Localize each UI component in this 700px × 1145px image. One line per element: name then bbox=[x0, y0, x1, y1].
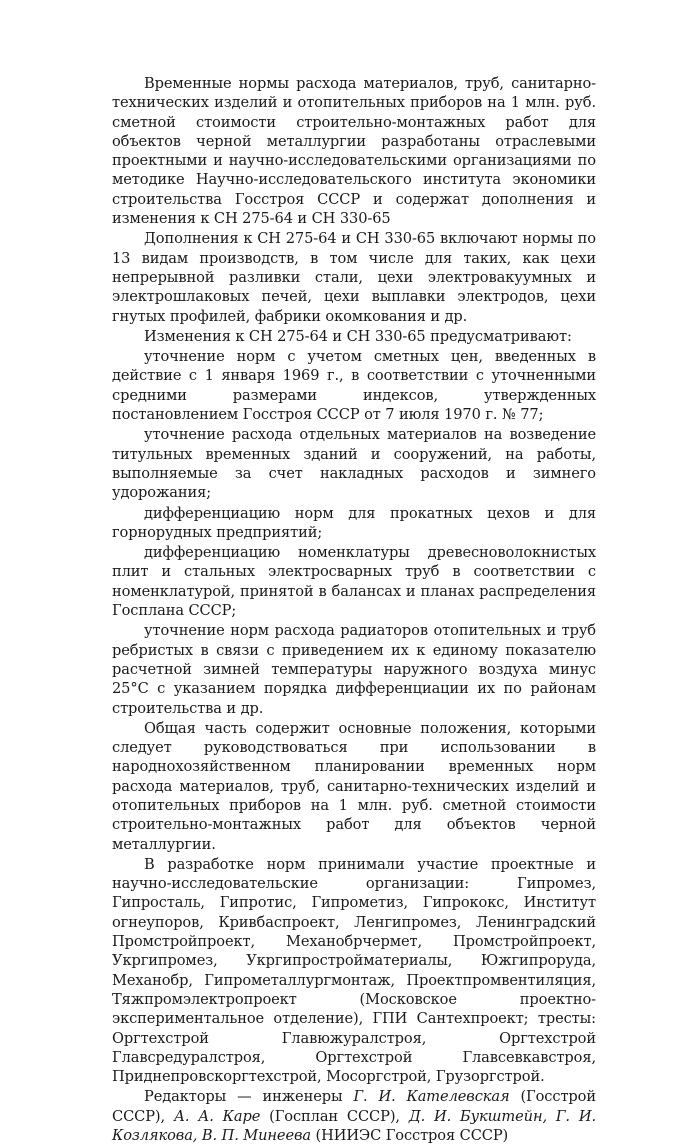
paragraph-intro: Временные нормы расхода материалов, труб, санитарно-технических изделий и отопительных приборов на 1 млн. руб. сметной стоимости строительно-монтажных работ для объектов черной металлургии разработаны отраслевыми проектными и научно-исследовательскими организациями по методике Научно-исследовательского института экономики строительства Госстроя СССР и содержат дополнения и изменения к СН 275-64 и СН 330-65 bbox=[112, 75, 596, 228]
editor-org: (НИИЭС Госстроя СССР) bbox=[315, 1127, 509, 1145]
paragraph-change-nomenclature: дифференциацию номенклатуры древесноволокнистых плит и стальных электросварных труб в соответствии с номенклатурой, принятой в балансах и планах распределения Госплана СССР; bbox=[112, 544, 596, 620]
editor-org: (Госплан СССР), bbox=[269, 1107, 400, 1125]
editor-name: Г. И. Кателевская bbox=[353, 1088, 510, 1106]
paragraph-additions: Дополнения к СН 275-64 и СН 330-65 включают нормы по 13 видам производств, в том числе для таких, как цехи непрерывной разливки стали, цехи электровакуумных и электрошлаковых печей, цехи выплавки электродов, цехи гнутых профилей, фабрики окомкования и др. bbox=[112, 230, 596, 325]
editors-credit bbox=[112, 1087, 596, 1145]
paragraph-general-part: Общая часть содержит основные положения, которыми следует руководствоваться при использовании в народнохозяйственном планировании временных норм расхода материалов, труб, санитарно-технических изделий и отопительных приборов на 1 млн. руб. сметной стоимости строительно-монтажных работ для объектов черной металлургии. bbox=[112, 719, 596, 853]
paragraph-developers: В разработке норм принимали участие проектные и научно-исследовательские организации: Гипромез, Гипросталь, Гипротис, Гипрометиз, Гипрококс, Институт огнеупоров, Кривбаспроект, Ленгипромез, Ленинградский Промстройпроект, Механобрчермет, Промстройпроект, Укргипромез, Укргипростройматериалы, Южгипроруда, Механобр, Гипрометаллургмонтаж, Проектпромвентиляция, Тяжпромэлектропроект (Московское проектно-экспериментальное отделение), ГПИ Сантехпроект; тресты: Оргтехстрой Главюжуралстроя, Оргтехстрой Главсредуралстроя, Оргтехстрой Главсевкавстроя, Приднепровскоргтехстрой, Мосоргстрой, Грузоргстрой. bbox=[112, 855, 596, 1086]
editor-name: А. А. Каре bbox=[173, 1107, 261, 1125]
paragraph-change-radiators: уточнение норм расхода радиаторов отопительных и труб ребристых в связи с приведением их к единому показателю расчетной зимней температуры наружного воздуха минус 25°С с указанием порядка дифференциации их по районам строительства и др. bbox=[112, 622, 596, 717]
editor-org: (Госстрой СССР), bbox=[112, 1088, 596, 1125]
document-page bbox=[112, 74, 596, 1145]
paragraph-change-prices: уточнение норм с учетом сметных цен, введенных в действие с 1 января 1969 г., в соответствии с уточненными средними размерами индексов, утвержденных постановлением Госстроя СССР от 7 июля 1970 г. № 77; bbox=[112, 348, 596, 424]
editor-name: Д. И. Букштейн, Г. И. Козлякова, В. П. Минеева bbox=[112, 1107, 596, 1145]
paragraph-changes-heading: Изменения к СН 275-64 и СН 330-65 предусматривают: bbox=[144, 327, 572, 345]
editors-lead: Редакторы — инженеры bbox=[144, 1088, 343, 1106]
paragraph-change-rolling: дифференциацию норм для прокатных цехов и для горнорудных предприятий; bbox=[112, 504, 596, 541]
paragraph-change-materials: уточнение расхода отдельных материалов на возведение титульных временных зданий и сооружений, на работы, выполняемые за счет накладных расходов и зимнего удорожания; bbox=[112, 426, 596, 502]
